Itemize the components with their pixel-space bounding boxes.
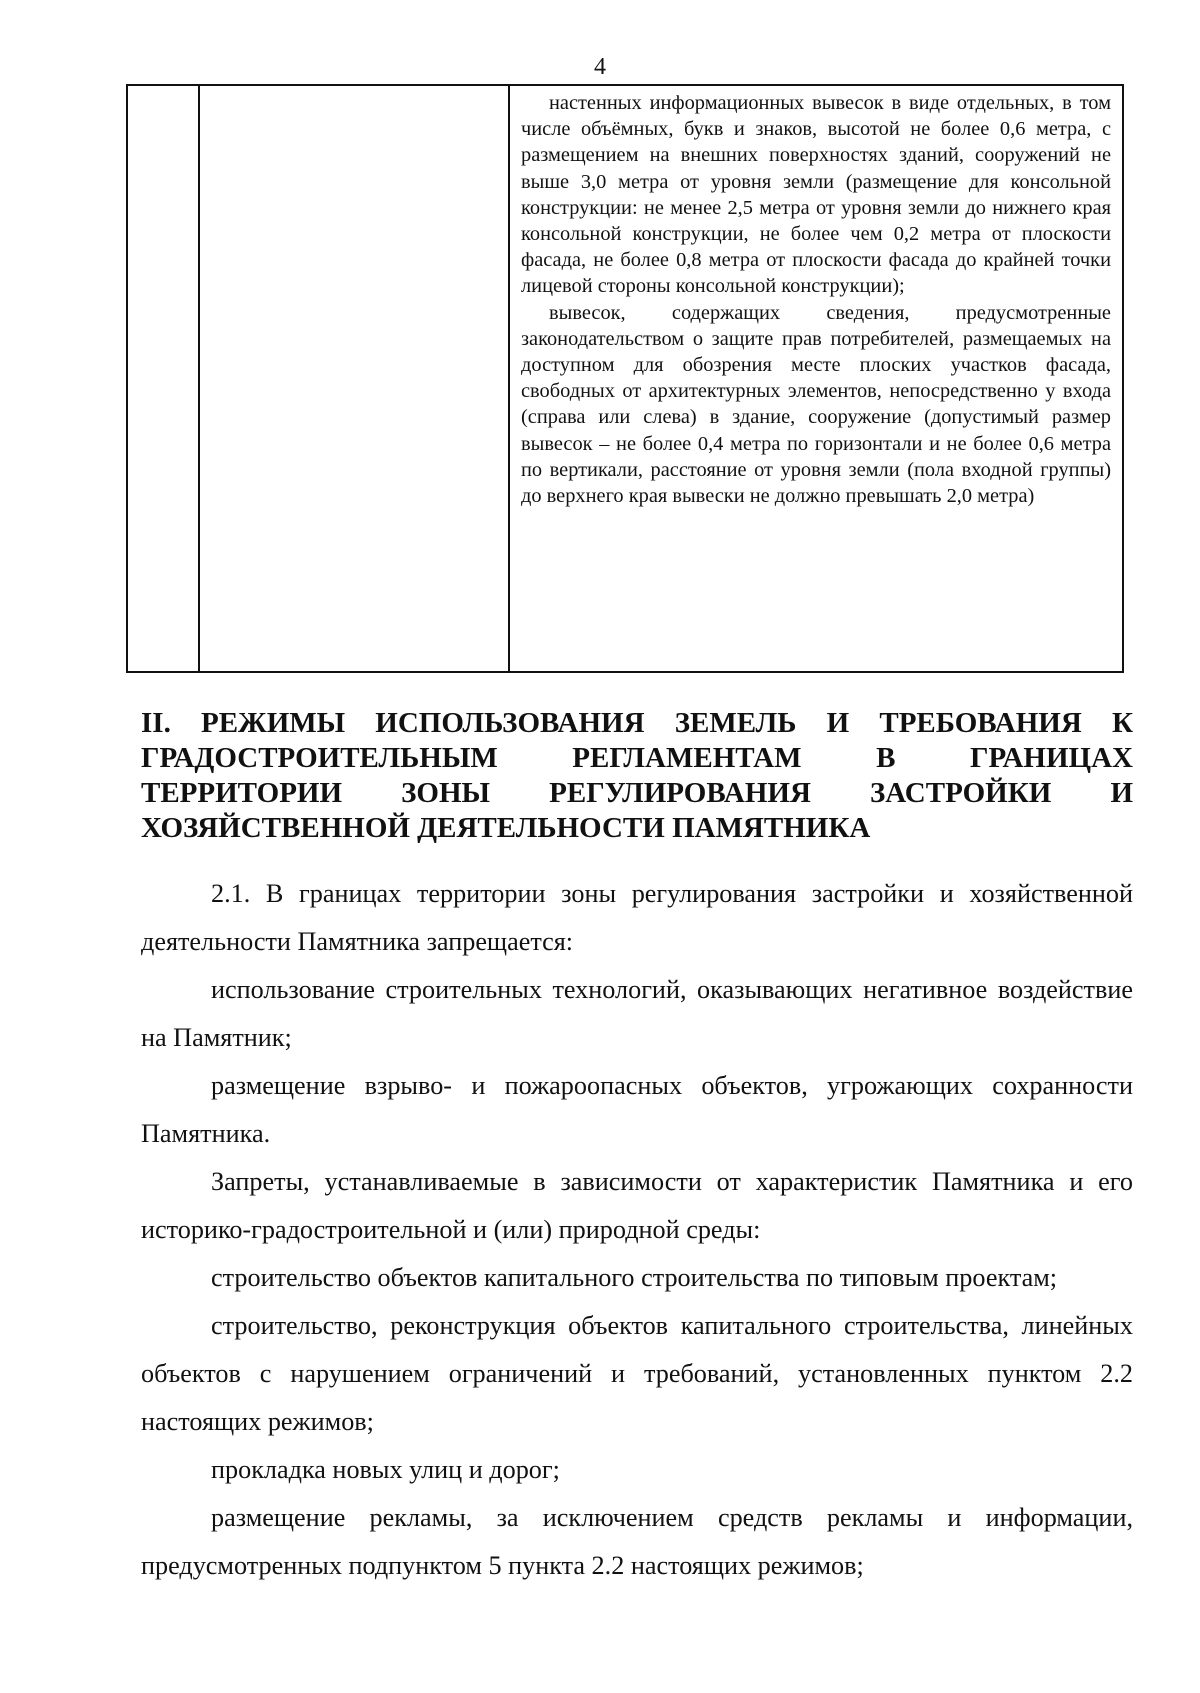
table-paragraph: вывесок, содержащих сведения, предусмотренные законодательством о защите прав потребителей, размещаемых на доступном для обозрения месте плоских участков фасада, свободных от архитектурных элементов, непосредственно у входа (справа или слева) в здание, сооружение (допустимый размер вывесок – не более 0,4 метра по горизонтали и не более 0,6 метра по вертикали, расстояние от уровня земли (пола входной группы) до верхнего края вывески не должно превышать 2,0 метра): [521, 301, 1111, 508]
body-paragraph: строительство объектов капитального строительства по типовым проектам;: [211, 1263, 1058, 1292]
section-body: [141, 870, 1133, 1590]
table-cell-object: [199, 85, 509, 672]
page-number: 4: [594, 54, 606, 80]
regulations-table: [126, 84, 1124, 673]
body-paragraph: Запреты, устанавливаемые в зависимости от характеристик Памятника и его историко-градостроительной и (или) природной среды:: [141, 1167, 1133, 1244]
table-cell-requirements: [509, 85, 1123, 672]
body-paragraph: прокладка новых улиц и дорог;: [211, 1455, 560, 1484]
body-paragraph: размещение взрыво- и пожароопасных объектов, угрожающих сохранности Памятника.: [141, 1071, 1133, 1148]
body-paragraph: 2.1. В границах территории зоны регулирования застройки и хозяйственной деятельности Памятника запрещается:: [141, 879, 1133, 956]
body-paragraph: размещение рекламы, за исключением средств рекламы и информации, предусмотренных подпунктом 5 пункта 2.2 настоящих режимов;: [141, 1503, 1133, 1580]
table-cell-number: [127, 85, 199, 672]
body-paragraph: строительство, реконструкция объектов капитального строительства, линейных объектов с нарушением ограничений и требований, установленных пунктом 2.2 настоящих режимов;: [141, 1311, 1133, 1436]
section-heading: II. РЕЖИМЫ ИСПОЛЬЗОВАНИЯ ЗЕМЕЛЬ И ТРЕБОВАНИЯ К ГРАДОСТРОИТЕЛЬНЫМ РЕГЛАМЕНТАМ В ГРАНИЦАХ ТЕРРИТОРИИ ЗОНЫ РЕГУЛИРОВАНИЯ ЗАСТРОЙКИ И ХОЗЯЙСТВЕННОЙ ДЕЯТЕЛЬНОСТИ ПАМЯТНИКА: [141, 707, 1133, 844]
table-row: [127, 85, 1123, 672]
table-paragraph: настенных информационных вывесок в виде отдельных, в том числе объёмных, букв и знаков, высотой не более 0,6 метра, с размещением на внешних поверхностях зданий, сооружений не выше 3,0 метра от уровня земли (размещение для консольной конструкции: не менее 2,5 метра от уровня земли до нижнего края консольной конструкции, не более чем 0,2 метра от плоскости фасада, не более 0,8 метра от плоскости фасада до крайней точки лицевой стороны консольной конструкции);: [521, 92, 1111, 298]
body-paragraph: использование строительных технологий, оказывающих негативное воздействие на Памятник;: [141, 975, 1133, 1052]
